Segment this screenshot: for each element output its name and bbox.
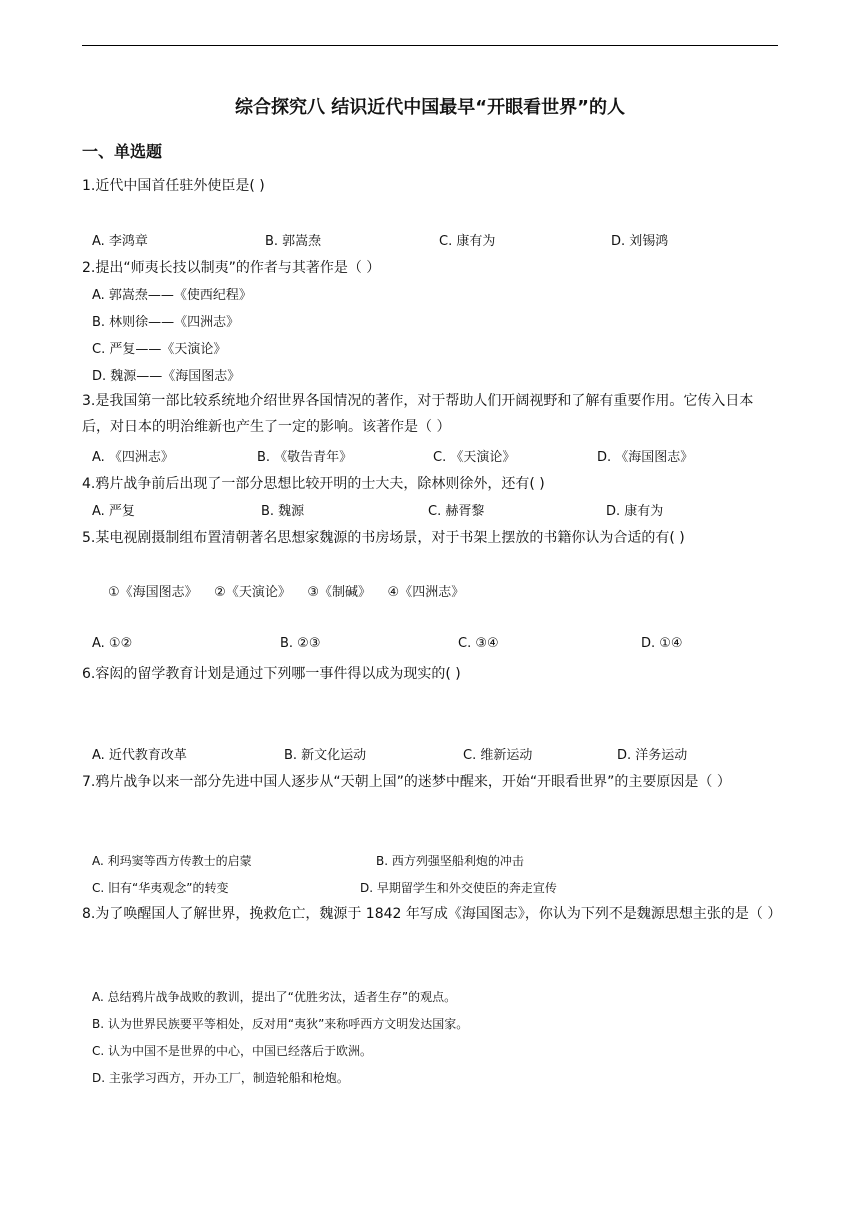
q2-option-a[interactable]: A. 郭嵩焘——《使西纪程》 [92, 288, 252, 303]
section-heading: 一、单选题 [82, 142, 163, 161]
q7-option-d[interactable]: D. 早期留学生和外交使臣的奔走宣传 [360, 881, 557, 895]
q5-option-a[interactable]: A. ①② [92, 636, 133, 651]
question-2-stem: 2.提出“师夷长技以制夷”的作者与其著作是（ ） [82, 260, 381, 276]
q3-option-c[interactable]: C. 《天演论》 [433, 450, 516, 465]
question-3-stem: 3.是我国第一部比较系统地介绍世界各国情况的著作，对于帮助人们开阔视野和了解有重要作用。它传入日本后，对日本的明治维新也产生了一定的影响。该著作是（ ） [82, 393, 754, 435]
q5-option-c[interactable]: C. ③④ [458, 636, 499, 651]
q1-option-c[interactable]: C. 康有为 [439, 234, 496, 249]
question-1-stem: 1.近代中国首任驻外使臣是( ) [82, 178, 265, 194]
q6-option-c[interactable]: C. 维新运动 [463, 748, 533, 763]
q7-option-c[interactable]: C. 旧有“华夷观念”的转变 [92, 881, 229, 895]
q1-option-b[interactable]: B. 郭嵩焘 [265, 234, 322, 249]
q6-option-d[interactable]: D. 洋务运动 [617, 748, 688, 763]
q8-option-b[interactable]: B. 认为世界民族要平等相处，反对用“夷狄”来称呼西方文明发达国家。 [92, 1017, 469, 1031]
q8-option-a[interactable]: A. 总结鸦片战争战败的教训，提出了“优胜劣汰，适者生存”的观点。 [92, 990, 457, 1004]
header-rule [82, 45, 778, 46]
q1-option-a[interactable]: A. 李鸿章 [92, 234, 148, 249]
q7-option-a[interactable]: A. 利玛窦等西方传教士的启蒙 [92, 854, 252, 868]
q3-option-b[interactable]: B. 《敬告青年》 [257, 450, 353, 465]
q8-option-c[interactable]: C. 认为中国不是世界的中心，中国已经落后于欧洲。 [92, 1044, 373, 1058]
question-6-stem: 6.容闳的留学教育计划是通过下列哪一事件得以成为现实的( ) [82, 666, 461, 682]
q2-option-d[interactable]: D. 魏源——《海国图志》 [92, 369, 241, 384]
q4-option-b[interactable]: B. 魏源 [261, 504, 305, 519]
q8-option-d[interactable]: D. 主张学习西方，开办工厂，制造轮船和枪炮。 [92, 1071, 349, 1085]
q3-option-d[interactable]: D. 《海国图志》 [597, 450, 694, 465]
q4-option-d[interactable]: D. 康有为 [606, 504, 664, 519]
q2-option-b[interactable]: B. 林则徐——《四洲志》 [92, 315, 240, 330]
q6-option-b[interactable]: B. 新文化运动 [284, 748, 367, 763]
question-5-stem: 5.某电视剧摄制组布置清朝著名思想家魏源的书房场景，对于书架上摆放的书籍你认为合适的有( ) [82, 530, 685, 546]
question-7-stem: 7.鸦片战争以来一部分先进中国人逐步从“天朝上国”的迷梦中醒来，开始“开眼看世界”的主要原因是（ ） [82, 774, 731, 790]
q5-option-b[interactable]: B. ②③ [280, 636, 321, 651]
q5-book-list: ①《海国图志》 ②《天演论》 ③《制碱》 ④《四洲志》 [108, 585, 465, 600]
q5-option-d[interactable]: D. ①④ [641, 636, 683, 651]
question-4-stem: 4.鸦片战争前后出现了一部分思想比较开明的士大夫，除林则徐外，还有( ) [82, 476, 545, 492]
q2-option-c[interactable]: C. 严复——《天演论》 [92, 342, 227, 357]
question-8-stem: 8.为了唤醒国人了解世界，挽救危亡，魏源于 1842 年写成《海国图志》，你认为下列不是魏源思想主张的是（ ） [82, 906, 782, 922]
q7-option-b[interactable]: B. 西方列强坚船利炮的冲击 [376, 854, 524, 868]
q1-option-d[interactable]: D. 刘锡鸿 [611, 234, 669, 249]
document-title: 综合探究八 结识近代中国最早“开眼看世界”的人 [235, 97, 625, 118]
q4-option-a[interactable]: A. 严复 [92, 504, 135, 519]
q4-option-c[interactable]: C. 赫胥黎 [428, 504, 485, 519]
q6-option-a[interactable]: A. 近代教育改革 [92, 748, 187, 763]
q3-option-a[interactable]: A. 《四洲志》 [92, 450, 174, 465]
